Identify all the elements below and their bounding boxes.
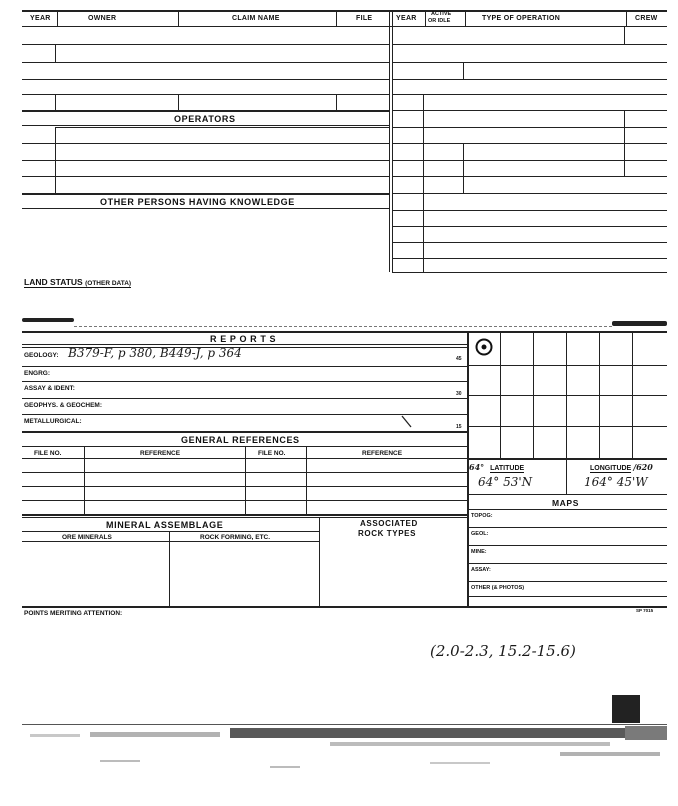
margin-15: 15 xyxy=(456,424,462,430)
smudge-left xyxy=(22,318,74,322)
header-active-line1: ACTIVE xyxy=(431,11,452,17)
header-active-line2: OR IDLE xyxy=(428,18,451,24)
mineral-assemblage-title: MINERAL ASSEMBLAGE xyxy=(106,520,224,530)
points-meriting-attention-label: POINTS MERITING ATTENTION: xyxy=(24,610,123,617)
maps-topog: TOPOG: xyxy=(471,513,493,519)
header-crew: CREW xyxy=(635,15,658,22)
land-status-label: LAND STATUS (OTHER DATA) xyxy=(24,277,132,287)
ore-minerals-label: ORE MINERALS xyxy=(62,534,112,541)
maps-other: OTHER (& PHOTOS) xyxy=(471,585,525,591)
target-circle-icon xyxy=(475,338,493,356)
handwritten-note: (2.0-2.3, 15.2-15.6) xyxy=(430,642,576,660)
maps-title: MAPS xyxy=(552,498,579,508)
latitude-label-row: 64° LATITUDE xyxy=(469,462,525,472)
metallurgical-label: METALLURGICAL: xyxy=(24,418,82,425)
geophys-label: GEOPHYS. & GEOCHEM: xyxy=(24,402,103,409)
rock-forming-label: ROCK FORMING, ETC. xyxy=(200,534,271,541)
maps-mine: MINE: xyxy=(471,549,487,555)
longitude-value: 164° 45'W xyxy=(584,475,648,489)
header-owner: OWNER xyxy=(88,15,117,22)
pen-stroke xyxy=(400,415,414,429)
margin-45: 45 xyxy=(456,356,462,362)
ref-col-file-no-2: FILE NO. xyxy=(258,450,286,457)
engrg-label: ENGRG: xyxy=(24,370,50,377)
other-persons-label: OTHER PERSONS HAVING KNOWLEDGE xyxy=(100,197,295,207)
operators-label: OPERATORS xyxy=(174,114,236,124)
smudge-right xyxy=(612,321,667,326)
general-references-title: GENERAL REFERENCES xyxy=(181,435,300,445)
latitude-value: 64° 53'N xyxy=(478,475,533,489)
geology-label: GEOLOGY: xyxy=(24,352,59,359)
maps-geol: GEOL: xyxy=(471,531,489,537)
header-year: YEAR xyxy=(30,15,51,22)
header-claim-name: CLAIM NAME xyxy=(232,15,280,22)
geology-value: B379-F, p 380, B449-J, p 364 xyxy=(68,346,242,360)
header-type-of-operation: TYPE OF OPERATION xyxy=(482,15,561,22)
form-number: SP 7015 xyxy=(636,608,654,613)
ref-col-reference-1: REFERENCE xyxy=(140,450,181,457)
maps-assay: ASSAY: xyxy=(471,567,491,573)
associated-line2: ROCK TYPES xyxy=(358,529,417,538)
reports-title: R E P O R T S xyxy=(210,334,277,344)
longitude-label-row: LONGITUDE /620 xyxy=(590,462,653,472)
ref-col-reference-2: REFERENCE xyxy=(362,450,403,457)
header-year-2: YEAR xyxy=(396,15,417,22)
header-file: FILE xyxy=(356,15,373,22)
assay-label: ASSAY & IDENT: xyxy=(24,385,75,392)
ref-col-file-no-1: FILE NO. xyxy=(34,450,62,457)
margin-30: 30 xyxy=(456,391,462,397)
associated-line1: ASSOCIATED xyxy=(360,519,418,528)
